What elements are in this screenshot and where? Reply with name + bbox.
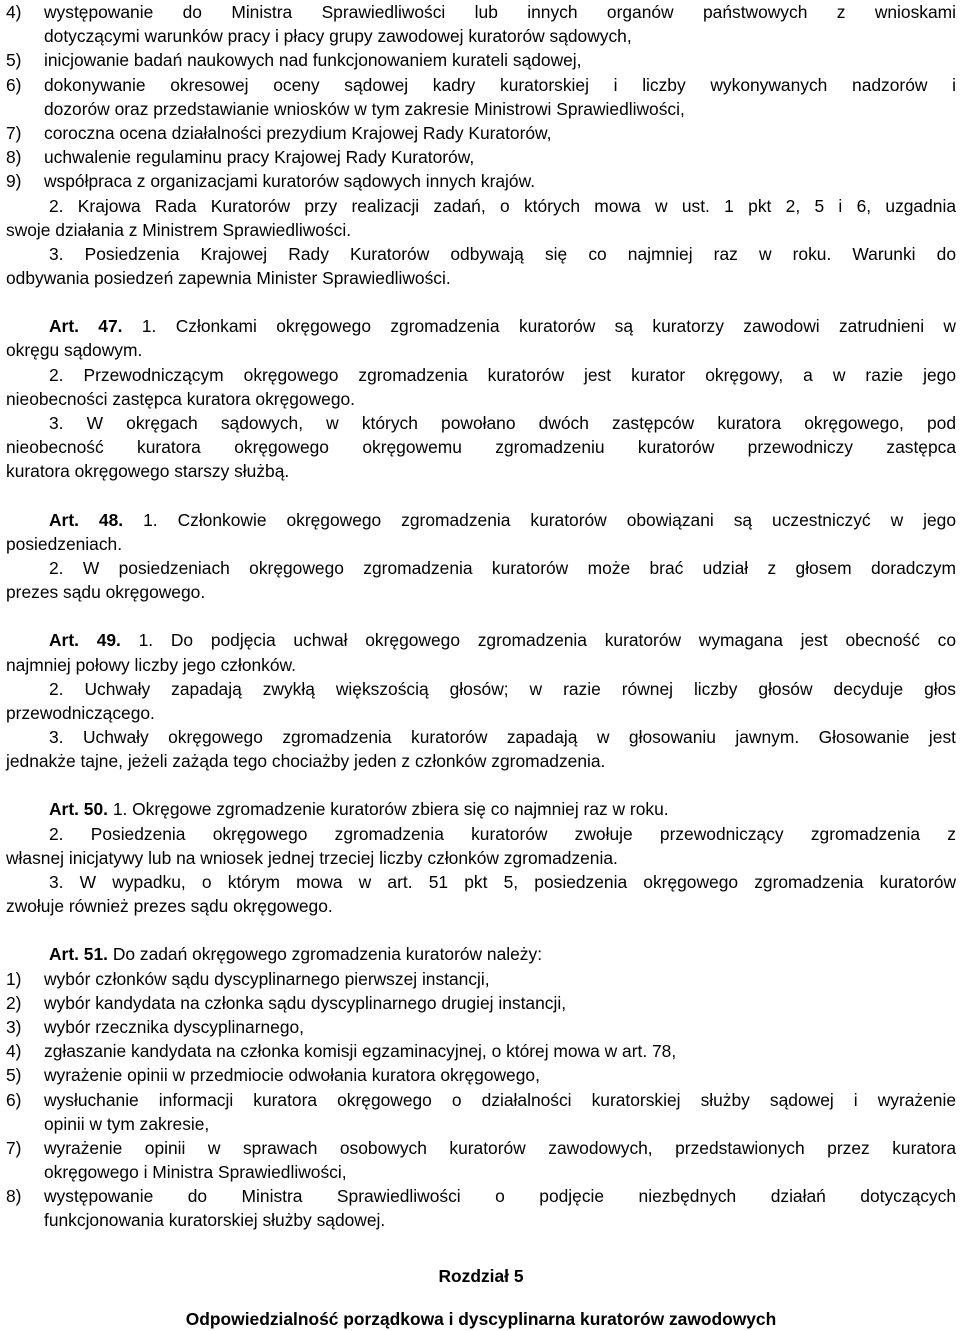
item-text: dokonywanie okresowej oceny sądowej kadry kuratorskiej i liczby wykonywanych nadzorów i bbox=[44, 74, 956, 95]
paragraph-line: 3. Posiedzenia Krajowej Rady Kuratorów odbywają się co najmniej raz w roku. Warunki do bbox=[49, 243, 956, 264]
item-text: dotyczącymi warunków pracy i płacy grupy zawodowej kuratorów sądowych, bbox=[44, 26, 632, 47]
item-text: wysłuchanie informacji kuratora okręgowego o działalności kuratorskiej służby sądowej i wyrażenie bbox=[44, 1089, 956, 1110]
item-text: wybór kandydata na członka sądu dyscyplinarnego drugiej instancji, bbox=[44, 992, 567, 1013]
item-number: 9) bbox=[6, 171, 22, 192]
item-text: wybór rzecznika dyscyplinarnego, bbox=[44, 1016, 305, 1037]
item-number: 7) bbox=[6, 1137, 22, 1158]
paragraph-line: swoje działania z Ministrem Sprawiedliwości. bbox=[6, 219, 352, 240]
article-49-p1: Art. 49. 1. Do podjęcia uchwał okręgowego zgromadzenia kuratorów wymagana jest obecność co bbox=[49, 630, 956, 651]
item-text: wybór członków sądu dyscyplinarnego pierwszej instancji, bbox=[44, 968, 490, 989]
chapter-title: Odpowiedzialność porządkowa i dyscyplinarna kuratorów zawodowych bbox=[185, 1308, 777, 1329]
list-item bbox=[6, 1063, 956, 1087]
article-48-p1: Art. 48. 1. Członkowie okręgowego zgromadzenia kuratorów obowiązani są uczestniczyć w jego bbox=[49, 509, 956, 530]
list-item bbox=[6, 1039, 956, 1063]
item-text: dozorów oraz przedstawianie wniosków w tym zakresie Ministrowi Sprawiedliwości, bbox=[44, 98, 685, 119]
paragraph-line: posiedzeniach. bbox=[6, 533, 123, 554]
paragraph-line: 2. Posiedzenia okręgowego zgromadzenia kuratorów zwołuje przewodniczący zgromadzenia z bbox=[49, 823, 956, 844]
article-label: Art. 51. bbox=[49, 944, 108, 965]
paragraph-line: odbywania posiedzeń zapewnia Minister Sprawiedliwości. bbox=[6, 268, 451, 289]
item-number: 2) bbox=[6, 992, 22, 1013]
article-47-p1: Art. 47. 1. Członkami okręgowego zgromadzenia kuratorów są kuratorzy zawodowi zatrudnieni w bbox=[49, 316, 956, 337]
list-item bbox=[6, 145, 956, 169]
item-text: wyrażenie opinii w przedmiocie odwołania kuratora okręgowego, bbox=[44, 1065, 540, 1086]
paragraph-line: jednakże tajne, jeżeli zażąda tego chociażby jeden z członków zgromadzenia. bbox=[6, 751, 606, 772]
item-number: 5) bbox=[6, 1065, 22, 1086]
paragraph-line: zwołuje również prezes sądu okręgowego. bbox=[6, 896, 333, 917]
item-text: zgłaszanie kandydata na członka komisji egzaminacyjnej, o której mowa w art. 78, bbox=[44, 1041, 677, 1062]
item-text: okręgowego i Ministra Sprawiedliwości, bbox=[44, 1162, 347, 1183]
list-item bbox=[6, 1015, 956, 1039]
list-item bbox=[6, 169, 956, 193]
item-number: 4) bbox=[6, 2, 22, 22]
paragraph-line: 2. W posiedzeniach okręgowego zgromadzenia kuratorów może brać udział z głosem doradczym bbox=[49, 557, 956, 578]
item-number: 3) bbox=[6, 1016, 22, 1037]
item-text: opinii w tym zakresie, bbox=[44, 1113, 210, 1134]
item-text: występowanie do Ministra Sprawiedliwości o podjęcie niezbędnych działań dotyczących bbox=[44, 1186, 956, 1207]
paragraph-line: 3. W okręgach sądowych, w których powołano dwóch zastępców kuratora okręgowego, pod bbox=[49, 413, 956, 433]
paragraph-line: przewodniczącego. bbox=[6, 702, 155, 723]
paragraph-line: prezes sądu okręgowego. bbox=[6, 582, 206, 603]
paragraph-line: nieobecność kuratora okręgowego okręgowemu zgromadzeniu kuratorów przewodniczy zastępca bbox=[6, 437, 956, 458]
list-item bbox=[6, 121, 956, 145]
paragraph-line: nieobecności zastępca kuratora okręgowego. bbox=[6, 388, 355, 409]
item-number: 8) bbox=[6, 1186, 22, 1207]
item-number: 6) bbox=[6, 1089, 22, 1110]
item-text: występowanie do Ministra Sprawiedliwości lub innych organów państwowych z wnioskami bbox=[44, 2, 956, 22]
list-item bbox=[6, 967, 956, 991]
paragraph-line: 3. Uchwały okręgowego zgromadzenia kuratorów zapadają w głosowaniu jawnym. Głosowanie jest bbox=[49, 727, 956, 748]
item-text: funkcjonowania kuratorskiej służby sądowej. bbox=[44, 1210, 386, 1231]
article-label: Art. 50. bbox=[49, 799, 108, 820]
item-number: 6) bbox=[6, 74, 22, 95]
list-item bbox=[6, 991, 956, 1015]
chapter-label: Rozdział 5 bbox=[438, 1265, 524, 1286]
paragraph-line: 2. Krajowa Rada Kuratorów przy realizacji zadań, o których mowa w ust. 1 pkt 2, 5 i 6, uzgadnia bbox=[49, 195, 956, 216]
item-number: 5) bbox=[6, 50, 22, 71]
item-text: uchwalenie regulaminu pracy Krajowej Rady Kuratorów, bbox=[44, 147, 475, 168]
paragraph-line: własnej inicjatywy lub na wniosek jednej trzeciej liczby członków zgromadzenia. bbox=[6, 847, 618, 868]
paragraph-line: okręgu sądowym. bbox=[6, 340, 143, 361]
item-number: 7) bbox=[6, 122, 22, 143]
paragraph-line: 3. W wypadku, o którym mowa w art. 51 pkt 5, posiedzenia okręgowego zgromadzenia kuratorów bbox=[49, 872, 956, 892]
item-text: inicjowanie badań naukowych nad funkcjonowaniem kurateli sądowej, bbox=[44, 50, 582, 71]
list-item bbox=[6, 1136, 956, 1184]
list-item bbox=[6, 48, 956, 72]
item-text: współpraca z organizacjami kuratorów sądowych innych krajów. bbox=[44, 171, 536, 192]
list-item bbox=[6, 0, 956, 48]
paragraph-line: najmniej połowy liczby jego członków. bbox=[6, 654, 296, 675]
item-text: wyrażenie opinii w sprawach osobowych kuratorów zawodowych, przedstawionych przez kuratora bbox=[44, 1137, 956, 1158]
item-number: 1) bbox=[6, 968, 22, 989]
list-item bbox=[6, 1088, 956, 1136]
item-number: 4) bbox=[6, 1041, 22, 1062]
document-page bbox=[6, 0, 956, 1331]
list-item bbox=[6, 1184, 956, 1232]
paragraph-line: kuratora okręgowego starszy służbą. bbox=[6, 461, 290, 482]
item-number: 8) bbox=[6, 147, 22, 168]
article-51-intro: Art. 51. Do zadań okręgowego zgromadzenia kuratorów należy: bbox=[49, 944, 543, 965]
list-item bbox=[6, 73, 956, 121]
paragraph-line: 2. Uchwały zapadają zwykłą większością głosów; w razie równej liczby głosów decyduje głos bbox=[49, 678, 956, 699]
article-label: Art. 49. bbox=[49, 630, 121, 651]
article-label: Art. 48. bbox=[49, 509, 124, 530]
paragraph-line: 2. Przewodniczącym okręgowego zgromadzenia kuratorów jest kurator okręgowy, a w razie jego bbox=[49, 364, 956, 385]
item-text: coroczna ocena działalności prezydium Krajowej Rady Kuratorów, bbox=[44, 122, 552, 143]
article-50-p1: Art. 50. 1. Okręgowe zgromadzenie kuratorów zbiera się co najmniej raz w roku. bbox=[49, 799, 669, 820]
article-label: Art. 47. bbox=[49, 316, 123, 337]
